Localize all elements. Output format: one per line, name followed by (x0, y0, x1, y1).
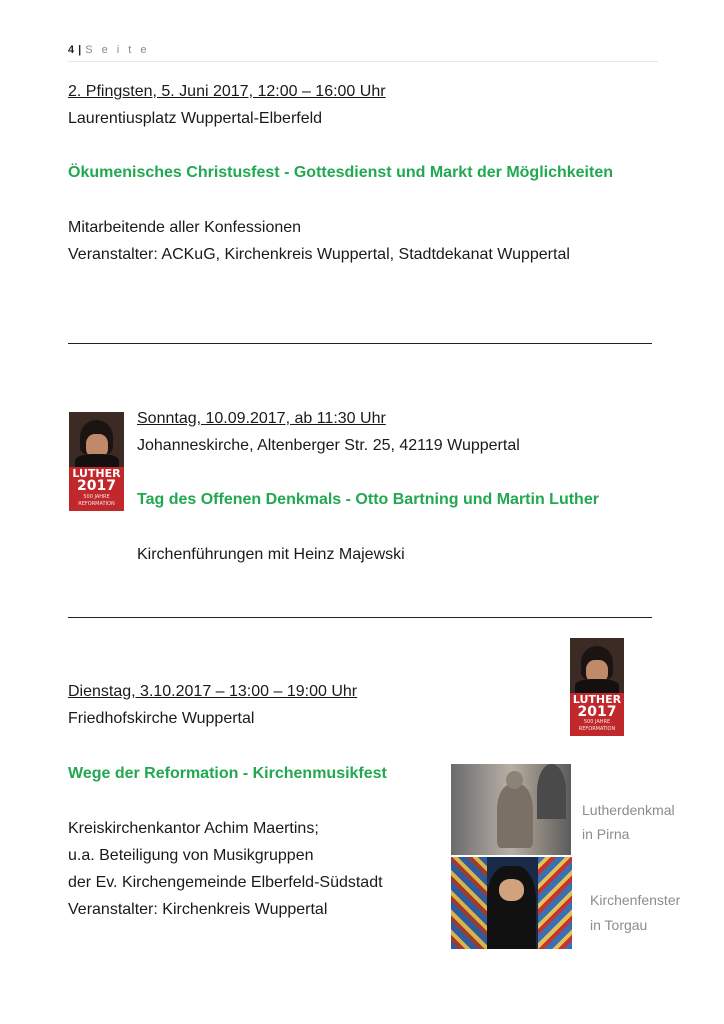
event1-date: 2. Pfingsten, 5. Juni 2017, 12:00 – 16:00 Uhr (68, 83, 386, 100)
page-number: 4 (68, 44, 76, 56)
divider-2 (68, 617, 652, 618)
event3-location: Friedhofskirche Wuppertal (68, 710, 255, 727)
page-word: S e i t e (85, 44, 150, 56)
event3-date: Dienstag, 3.10.2017 – 13:00 – 19:00 Uhr (68, 683, 358, 700)
event1-title: Ökumenisches Christusfest - Gottesdienst und Markt der Möglichkeiten (68, 164, 613, 181)
event1-location: Laurentiusplatz Wuppertal-Elberfeld (68, 110, 323, 127)
church-window-photo (451, 857, 572, 949)
logo-text-year: 2017 (577, 703, 617, 720)
event2-title: Tag des Offenen Denkmals - Otto Bartning und Martin Luther (137, 491, 599, 508)
event1-participants: Mitarbeitende aller Konfessionen (68, 219, 302, 236)
photo-glass-left (451, 857, 487, 949)
event3-organizer: Veranstalter: Kirchenkreis Wuppertal (68, 901, 328, 918)
event3-line1: Kreiskirchenkantor Achim Maertins; (68, 820, 319, 837)
photo2-caption-line1: Kirchenfenster (590, 892, 681, 908)
event1-organizer: Veranstalter: ACKuG, Kirchenkreis Wuppertal, Stadtdekanat Wuppertal (68, 246, 570, 263)
luther-2017-logo (69, 412, 124, 511)
logo-text-500: 500 JAHRE (583, 719, 611, 726)
logo-text-reformation: REFORMATION (578, 726, 616, 733)
event3-line3: der Ev. Kirchengemeinde Elberfeld-Südstadt (68, 874, 383, 891)
photo-statue-body (497, 784, 533, 848)
luther-2017-logo-2 (570, 638, 624, 736)
logo-text-luther: LUTHER (572, 692, 622, 706)
photo1-caption-line2: in Pirna (582, 826, 630, 842)
event2-date: Sonntag, 10.09.2017, ab 11:30 Uhr (137, 410, 386, 427)
photo2-caption-line2: in Torgau (590, 917, 648, 933)
photo1-caption-line1: Lutherdenkmal (582, 802, 675, 818)
event2-location: Johanneskirche, Altenberger Str. 25, 42119 Wuppertal (137, 437, 520, 454)
photo-arch-shape (537, 764, 566, 819)
logo-text-500: 500 JAHRE (83, 494, 110, 501)
header-separator: | (78, 44, 83, 56)
luther-monument-photo (451, 764, 571, 855)
page-header (68, 44, 150, 56)
logo-text-year: 2017 (77, 478, 116, 495)
event3-line2: u.a. Beteiligung von Musikgruppen (68, 847, 314, 864)
event2-description: Kirchenführungen mit Heinz Majewski (137, 546, 405, 563)
header-rule (68, 61, 658, 62)
logo-text-reformation: REFORMATION (78, 501, 115, 508)
divider-1 (68, 343, 652, 344)
logo-text-luther: LUTHER (72, 467, 121, 481)
photo-figure-face (499, 879, 523, 901)
photo-glass-right (538, 857, 572, 949)
event3-title: Wege der Reformation - Kirchenmusikfest (68, 765, 387, 782)
